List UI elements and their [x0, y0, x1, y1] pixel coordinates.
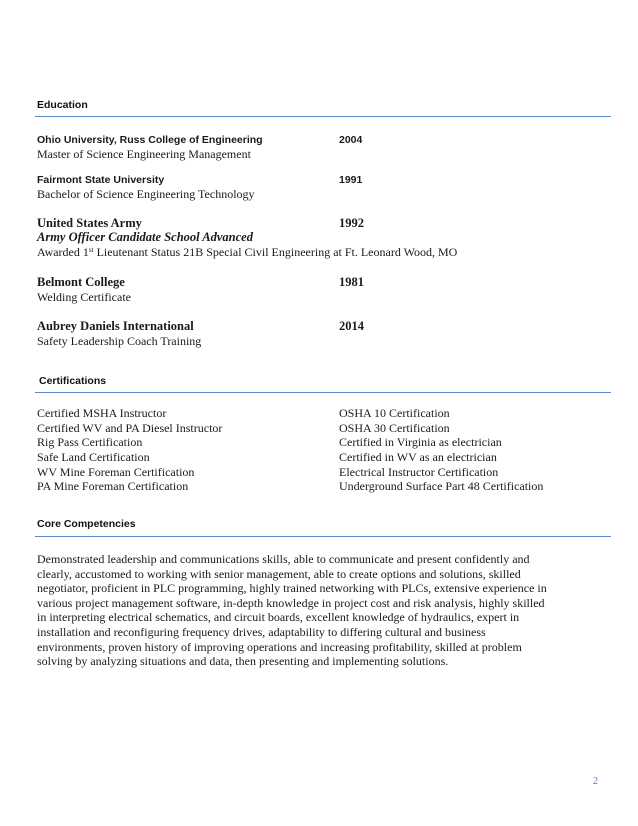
education-school: United States Army: [37, 216, 142, 230]
certification-item: Certified in WV as an electrician: [339, 450, 497, 464]
certification-item: WV Mine Foreman Certification: [37, 465, 195, 479]
page-number: 2: [593, 776, 598, 787]
certification-item: Certified in Virginia as electrician: [339, 435, 502, 449]
certifications-divider: [35, 392, 611, 393]
certification-item: Certified MSHA Instructor: [37, 406, 167, 420]
education-school: Ohio University, Russ College of Engineering: [37, 134, 263, 146]
education-year: 1992: [339, 216, 364, 230]
core-competencies-paragraph: [37, 552, 602, 669]
education-detail: Safety Leadership Coach Training: [37, 334, 202, 348]
core-competencies-heading: Core Competencies: [37, 518, 136, 530]
education-school: Aubrey Daniels International: [37, 319, 194, 333]
paragraph-line: solving by analyzing situations and data, then presenting and implementing solutions.: [37, 654, 449, 669]
paragraph-line: negotiator, proficient in PLC programming, highly trained networking with PLCs, extensive experience in: [37, 581, 547, 596]
certification-item: Rig Pass Certification: [37, 435, 143, 449]
paragraph-line: in interpreting electrical schematics, and circuit boards, excellent knowledge of hydraulics, expert in: [37, 610, 520, 625]
education-school: Belmont College: [37, 275, 125, 289]
certification-item: Electrical Instructor Certification: [339, 465, 499, 479]
paragraph-line: installation and reconfiguring frequency drives, adaptability to differing cultural and business: [37, 624, 486, 639]
education-year: 2004: [339, 134, 363, 146]
education-detail: Awarded 1st Lieutenant Status 21B Special Civil Engineering at Ft. Leonard Wood, MO: [37, 245, 458, 259]
education-school: Fairmont State University: [37, 174, 165, 186]
education-divider: [35, 116, 611, 117]
education-heading: Education: [37, 99, 88, 111]
education-detail: Master of Science Engineering Management: [37, 147, 251, 161]
education-detail: Bachelor of Science Engineering Technology: [37, 187, 255, 201]
education-year: 1981: [339, 275, 364, 289]
certification-item: PA Mine Foreman Certification: [37, 479, 189, 493]
education-year: 2014: [339, 319, 364, 333]
paragraph-line: environments, proven history of improving operations and increasing profitability, skilled at problem: [37, 639, 522, 654]
paragraph-line: Demonstrated leadership and communications skills, able to communicate and present confidently and: [37, 552, 530, 566]
certification-item: OSHA 30 Certification: [339, 421, 450, 435]
certification-item: Underground Surface Part 48 Certification: [339, 479, 544, 493]
core-competencies-divider: [35, 536, 611, 537]
education-detail: Welding Certificate: [37, 290, 131, 304]
certification-item: Certified WV and PA Diesel Instructor: [37, 421, 223, 435]
education-year: 1991: [339, 174, 363, 186]
education-subtitle: Army Officer Candidate School Advanced: [37, 230, 253, 244]
paragraph-line: clearly, accustomed to working with senior management, able to create options and solutions, skilled: [37, 566, 521, 581]
paragraph-line: various project management software, in-depth knowledge in project cost and risk analysis, highly skilled: [37, 595, 545, 610]
certification-item: OSHA 10 Certification: [339, 406, 450, 420]
certification-item: Safe Land Certification: [37, 450, 150, 464]
certifications-heading: Certifications: [39, 375, 107, 387]
